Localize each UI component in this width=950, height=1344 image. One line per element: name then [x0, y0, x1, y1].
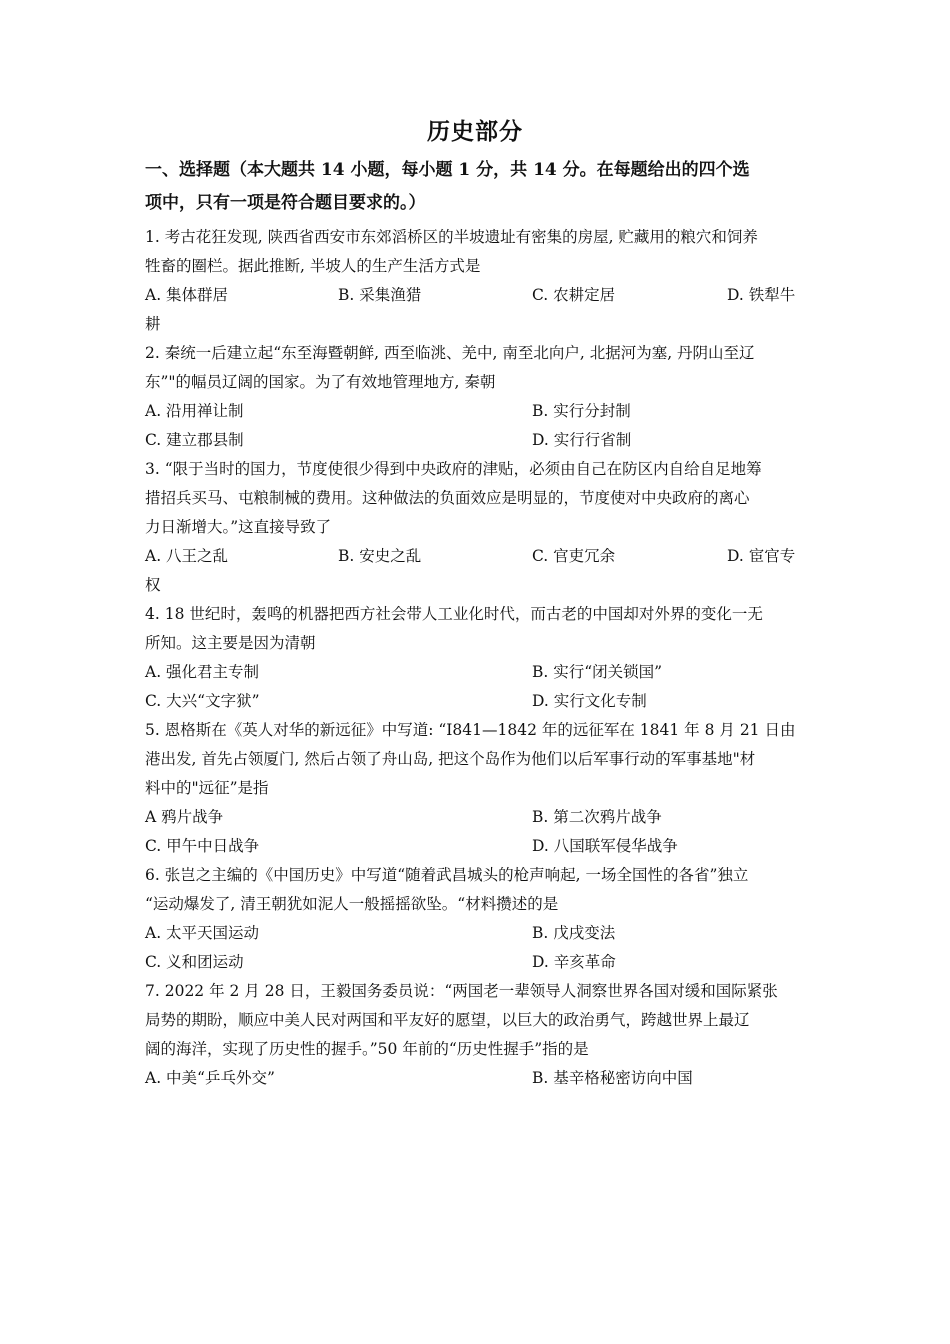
question-1-option-a: A. 集体群居	[145, 286, 229, 304]
question-1-option-b: B. 采集渔猎	[338, 286, 422, 304]
question-5-option-d: D. 八国联军侵华战争	[532, 837, 678, 855]
question-1-option-c: C. 农耕定居	[532, 286, 616, 304]
question-6-option-a: A. 太平天国运动	[145, 924, 260, 942]
question-5-option-a: A 鸦片战争	[145, 808, 224, 826]
question-6-text: 6. 张岂之主编的《中国历史》中写道“随着武昌城头的枪声响起, 一场全国性的各省”独立	[145, 866, 749, 884]
question-5-text: 港出发, 首先占领厦门, 然后占领了舟山岛, 把这个岛作为他们以后军事行动的军事基地"材	[145, 750, 756, 768]
question-3-option-d: D. 宦官专	[727, 547, 796, 565]
question-4-text: 4. 18 世纪时，轰鸣的机器把西方社会带人工业化时代，而古老的中国却对外界的变化一无	[145, 605, 763, 623]
section-heading-line-2: 项中，只有一项是符合题目要求的。）	[145, 193, 426, 213]
question-3-text: 3. “限于当时的国力，节度使很少得到中央政府的津贴，必须由自己在防区内自给自足地筹	[145, 460, 762, 478]
question-5-text: 料中的"远征”是指	[145, 779, 269, 797]
question-3-text: 力日渐增大。”这直接导致了	[145, 518, 332, 536]
question-2-option-a: A. 沿用禅让制	[145, 402, 244, 420]
question-1-text: 牲畜的圈栏。据此推断, 半坡人的生产生活方式是	[145, 257, 481, 275]
question-4-option-d: D. 实行文化专制	[532, 692, 647, 710]
question-5-option-b: B. 第二次鸦片战争	[532, 808, 662, 826]
question-1-option-d-wrap: 耕	[145, 315, 161, 333]
question-6-text: “运动爆发了, 清王朝犹如泥人一般摇摇欲坠。“材料攒述的是	[145, 895, 559, 913]
question-5-option-c: C. 甲午中日战争	[145, 837, 260, 855]
question-7-text: 阔的海洋，实现了历史性的握手。”50 年前的“历史性握手”指的是	[145, 1040, 589, 1058]
question-7-text: 局势的期盼，顺应中美人民对两国和平友好的愿望，以巨大的政治勇气，跨越世界上最辽	[145, 1011, 750, 1029]
question-6-option-c: C. 义和团运动	[145, 953, 244, 971]
question-1-text: 1. 考古花狂发现, 陕西省西安市东郊滔桥区的半坡遗址有密集的房屋, 贮藏用的粮穴和饲养	[145, 228, 758, 246]
question-4-option-a: A. 强化君主专制	[145, 663, 260, 681]
question-4-text: 所知。这主要是因为清朝	[145, 634, 316, 652]
question-7-text: 7. 2022 年 2 月 28 日，王毅国务委员说：“两国老一辈领导人洞察世界各国对缓和国际紧张	[145, 982, 778, 1000]
question-3-option-c: C. 官吏冗余	[532, 547, 616, 565]
question-1-option-d: D. 铁犁牛	[727, 286, 796, 304]
question-6-option-d: D. 辛亥革命	[532, 953, 616, 971]
question-2-text: 东”"的幅员辽阔的国家。为了有效地管理地方, 秦朝	[145, 373, 496, 391]
question-3-option-b: B. 安史之乱	[338, 547, 422, 565]
question-2-option-d: D. 实行行省制	[532, 431, 632, 449]
question-3-text: 措招兵买马、屯粮制械的费用。这种做法的负面效应是明显的，节度使对中央政府的离心	[145, 489, 750, 507]
question-5-text: 5. 恩格斯在《英人对华的新远征》中写道: “I841—1842 年的远征军在 1841 年 8 月 21 日由	[145, 721, 796, 739]
question-6-option-b: B. 戊戌变法	[532, 924, 616, 942]
page-title: 历史部分	[427, 118, 523, 145]
question-2-option-b: B. 实行分封制	[532, 402, 631, 420]
section-heading-line-1: 一、选择题（本大题共 14 小题，每小题 1 分，共 14 分。在每题给出的四个选	[145, 160, 750, 180]
question-2-text: 2. 秦统一后建立起“东至海暨朝鲜, 西至临洮、羌中, 南至北向户, 北据河为塞, 丹阴山至辽	[145, 344, 755, 362]
question-3-option-d-wrap: 权	[145, 576, 161, 594]
question-3-option-a: A. 八王之乱	[145, 547, 229, 565]
question-7-option-a: A. 中美“乒乓外交”	[145, 1069, 275, 1087]
question-4-option-c: C. 大兴“文字狱”	[145, 692, 260, 710]
question-7-option-b: B. 基辛格秘密访向中国	[532, 1069, 693, 1087]
question-4-option-b: B. 实行“闭关锁国”	[532, 663, 663, 681]
question-2-option-c: C. 建立郡县制	[145, 431, 244, 449]
